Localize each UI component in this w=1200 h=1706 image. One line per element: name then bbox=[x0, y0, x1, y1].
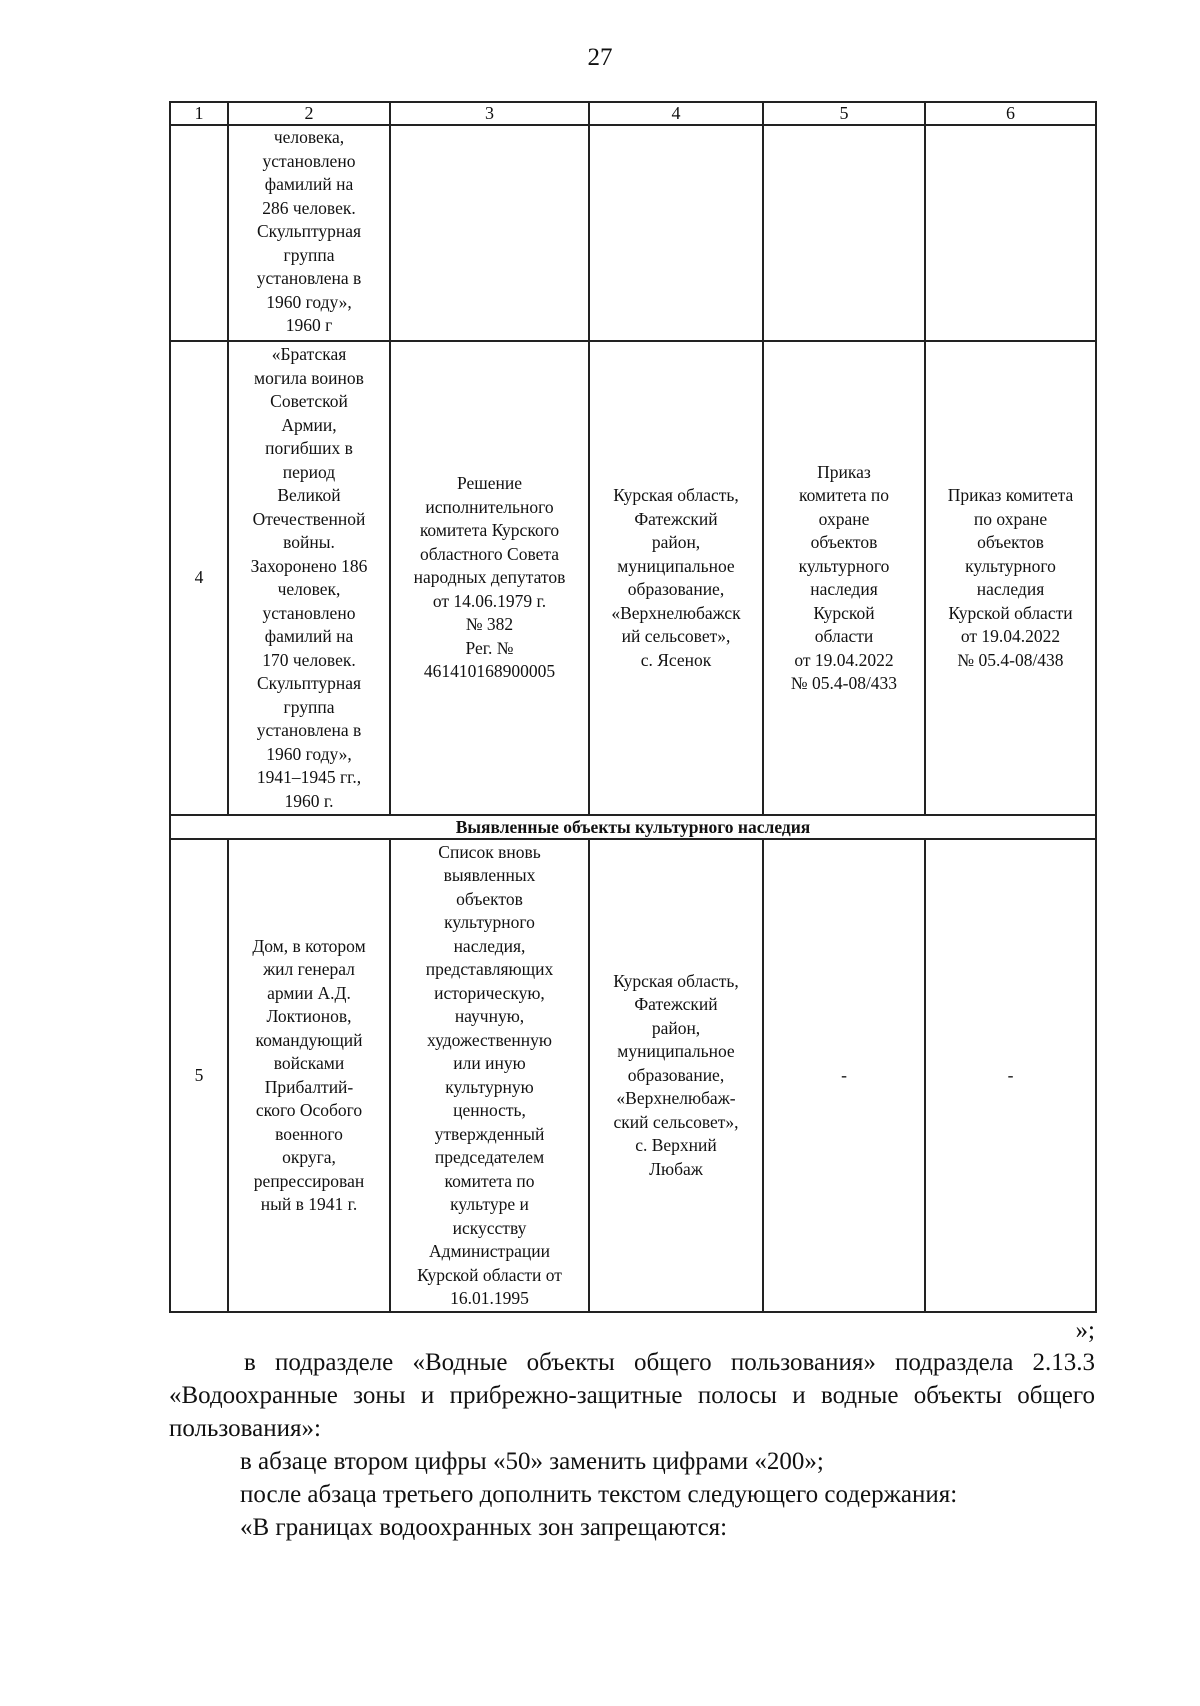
column-header: 3 bbox=[390, 102, 589, 125]
row-number-cell: 5 bbox=[170, 839, 228, 1312]
location-cell: Курская область, Фатежский район, муниципальное образование, «Верхнелюбаж- ский сельсовет», с. Верхний Любаж bbox=[589, 839, 763, 1312]
order-cell: - bbox=[925, 839, 1096, 1312]
order-cell: - bbox=[763, 839, 925, 1312]
paragraph: в абзаце втором цифры «50» заменить цифрами «200»; bbox=[240, 1448, 824, 1475]
section-title: Выявленные объекты культурного наследия bbox=[170, 815, 1096, 839]
heritage-objects-table bbox=[169, 101, 1097, 1313]
section-title-row bbox=[170, 815, 1096, 839]
table-header-row bbox=[170, 102, 1096, 125]
column-header: 4 bbox=[589, 102, 763, 125]
table-cell bbox=[589, 125, 763, 341]
paragraph: «В границах водоохранных зон запрещаются: bbox=[240, 1514, 728, 1541]
column-header: 1 bbox=[170, 102, 228, 125]
column-header: 5 bbox=[763, 102, 925, 125]
column-header: 2 bbox=[228, 102, 390, 125]
row-number-cell: 4 bbox=[170, 341, 228, 815]
paragraph: в подразделе «Водные объекты общего пользования» подраздела 2.13.3 «Водоохранные зоны и прибрежно-защитные полосы и водные объекты общего пользования»: bbox=[169, 1349, 1095, 1442]
table-cell bbox=[170, 125, 228, 341]
closing-quote: »; bbox=[1075, 1317, 1095, 1344]
document-cell: Решение исполнительного комитета Курского областного Совета народных депутатов от 14.06.1979 г. № 382 Рег. № 461410168900005 bbox=[390, 341, 589, 815]
document-cell: Список вновь выявленных объектов культурного наследия, представляющих историческую, научную, художественную или иную культурную ценность, утвержденный председателем комитета по культуре и искусству Администрации Курской области от 16.01.1995 bbox=[390, 839, 589, 1312]
table-row bbox=[170, 125, 1096, 341]
object-name-cell: «Братская могила воинов Советской Армии, погибших в период Великой Отечественной войны. Захоронено 186 человек, установлено фамилий на 170 человек. Скульптурная группа установлена в 1960 году», 1941–1945 гг., 1960 г. bbox=[228, 341, 390, 815]
table-row bbox=[170, 839, 1096, 1312]
table-cell bbox=[763, 125, 925, 341]
order-cell: Приказ комитета по охране объектов культурного наследия Курской области от 19.04.2022 № 05.4-08/433 bbox=[763, 341, 925, 815]
object-name-cell: Дом, в котором жил генерал армии А.Д. Локтионов, командующий войсками Прибалтий- ского Особого военного округа, репрессирован ный в 1941 г. bbox=[228, 839, 390, 1312]
table-cell bbox=[925, 125, 1096, 341]
page-number: 27 bbox=[587, 44, 613, 71]
table-row bbox=[170, 341, 1096, 815]
location-cell: Курская область, Фатежский район, муниципальное образование, «Верхнелюбажск ий сельсовет», с. Ясенок bbox=[589, 341, 763, 815]
table-cell bbox=[390, 125, 589, 341]
column-header: 6 bbox=[925, 102, 1096, 125]
order-cell: Приказ комитета по охране объектов культурного наследия Курской области от 19.04.2022 № 05.4-08/438 bbox=[925, 341, 1096, 815]
paragraph: после абзаца третьего дополнить текстом следующего содержания: bbox=[240, 1481, 958, 1508]
object-name-cell: человека, установлено фамилий на 286 человек. Скульптурная группа установлена в 1960 году», 1960 г bbox=[228, 125, 390, 341]
